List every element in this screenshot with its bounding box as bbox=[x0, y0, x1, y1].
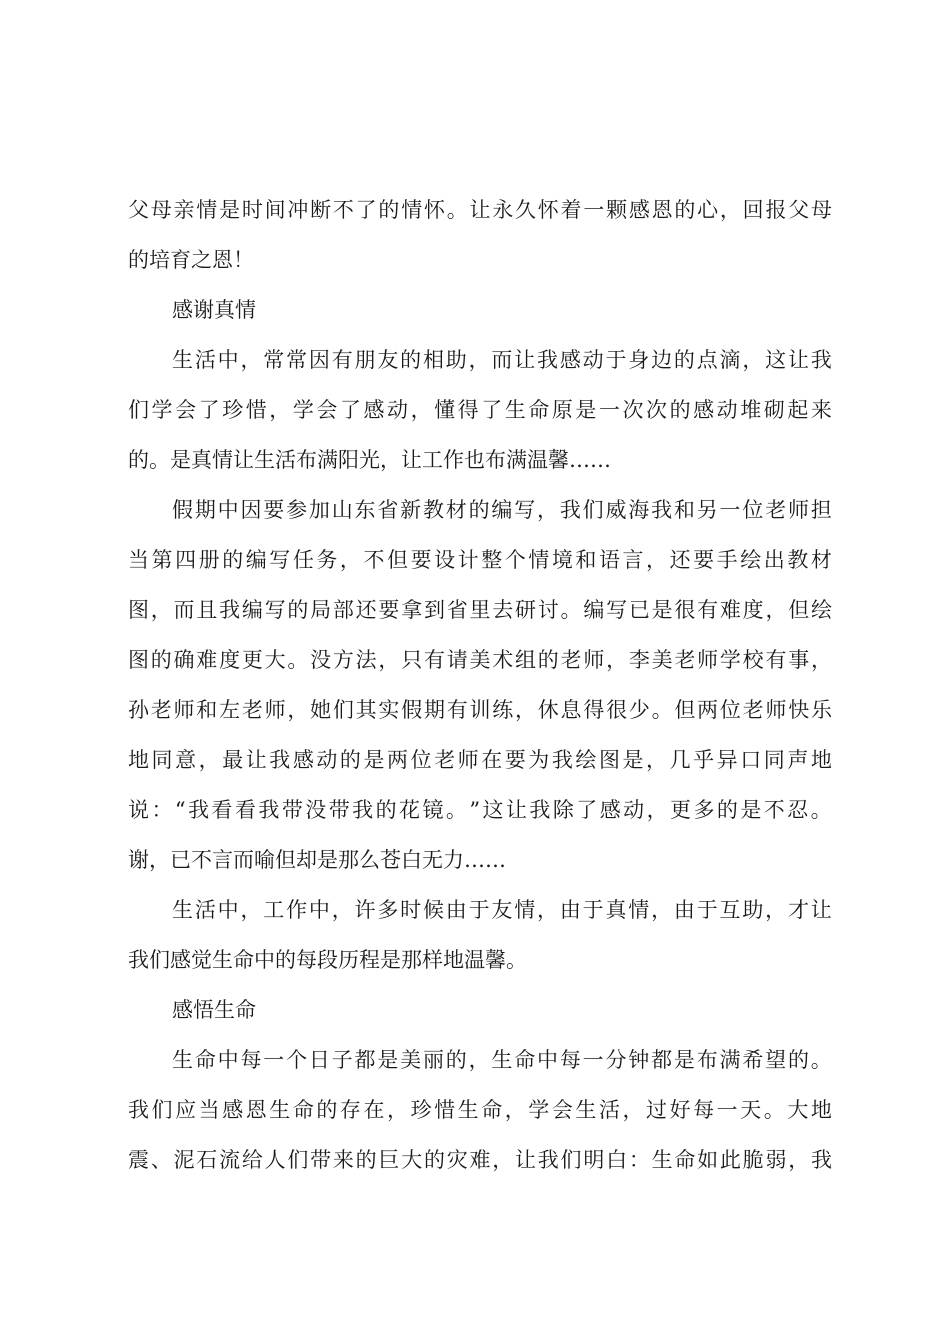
text-line: 们 学 会 了 珍 惜 ， 学 会 了 感 动 ， 懂 得 了 生 命 原 是 一 次 次 的 感 动 堆 砌 起 来 bbox=[128, 398, 832, 422]
text-line: 生 活 中 ， 工 作 中 ， 许 多 时 候 由 于 友 情 ， 由 于 真 情 ， 由 于 互 助 ， 才 让 bbox=[172, 898, 832, 922]
text-line: 孙 老 师 和 左 老 师 ， 她 们 其 实 假 期 有 训 练 ， 休 息 得 很 少 。 但 两 位 老 师 快 乐 bbox=[128, 698, 832, 722]
text-line: 谢，已不言而喻但却是那么苍白无力…… bbox=[128, 848, 506, 872]
text-line: 震 、 泥 石 流 给 人 们 带 来 的 巨 大 的 灾 难 ， 让 我 们 明 白 ： 生 命 如 此 脆 弱 ， 我 bbox=[128, 1148, 832, 1172]
text-line: 的。是真情让生活布满阳光，让工作也布满温馨…… bbox=[128, 448, 611, 472]
document-body bbox=[128, 185, 832, 1185]
text-line: 父 母 亲 情 是 时 间 冲 断 不 了 的 情 怀 。 让 永 久 怀 着 一 颗 感 恩 的 心 ， 回 报 父 母 bbox=[128, 198, 832, 222]
text-line: 假 期 中 因 要 参 加 山 东 省 新 教 材 的 编 写 ， 我 们 威 海 我 和 另 一 位 老 师 担 bbox=[172, 498, 832, 522]
text-line: 我 们 应 当 感 恩 生 命 的 存 在 ， 珍 惜 生 命 ， 学 会 生 活 ， 过 好 每 一 天 。 大 地 bbox=[128, 1098, 832, 1122]
text-line: 图 ， 而 且 我 编 写 的 局 部 还 要 拿 到 省 里 去 研 讨 。 编 写 已 是 很 有 难 度 ， 但 绘 bbox=[128, 598, 832, 622]
text-line: 我们感觉生命中的每段历程是那样地温馨。 bbox=[128, 948, 527, 972]
text-line: 生 命 中 每 一 个 日 子 都 是 美 丽 的 ， 生 命 中 每 一 分 钟 都 是 布 满 希 望 的 。 bbox=[172, 1048, 832, 1072]
text-line: 生 活 中 ， 常 常 因 有 朋 友 的 相 助 ， 而 让 我 感 动 于 身 边 的 点 滴 ， 这 让 我 bbox=[172, 348, 832, 372]
section-heading: 感悟生命 bbox=[172, 998, 256, 1022]
document-page bbox=[128, 185, 832, 1185]
text-line: 的培育之恩！ bbox=[128, 248, 254, 272]
section-heading: 感谢真情 bbox=[172, 298, 256, 322]
text-line: 图 的 确 难 度 更 大 。 没 方 法 ， 只 有 请 美 术 组 的 老 师 ， 李 美 老 师 学 校 有 事 ， bbox=[128, 648, 832, 672]
text-line: 地 同 意 ， 最 让 我 感 动 的 是 两 位 老 师 在 要 为 我 绘 图 是 ， 几 乎 异 口 同 声 地 bbox=[128, 748, 832, 772]
text-line: 当 第 四 册 的 编 写 任 务 ， 不 但 要 设 计 整 个 情 境 和 语 言 ， 还 要 手 绘 出 教 材 bbox=[128, 548, 832, 572]
text-line: 说 ： “ 我 看 看 我 带 没 带 我 的 花 镜 。 ” 这 让 我 除 了 感 动 ， 更 多 的 是 不 忍 。 bbox=[128, 798, 832, 822]
